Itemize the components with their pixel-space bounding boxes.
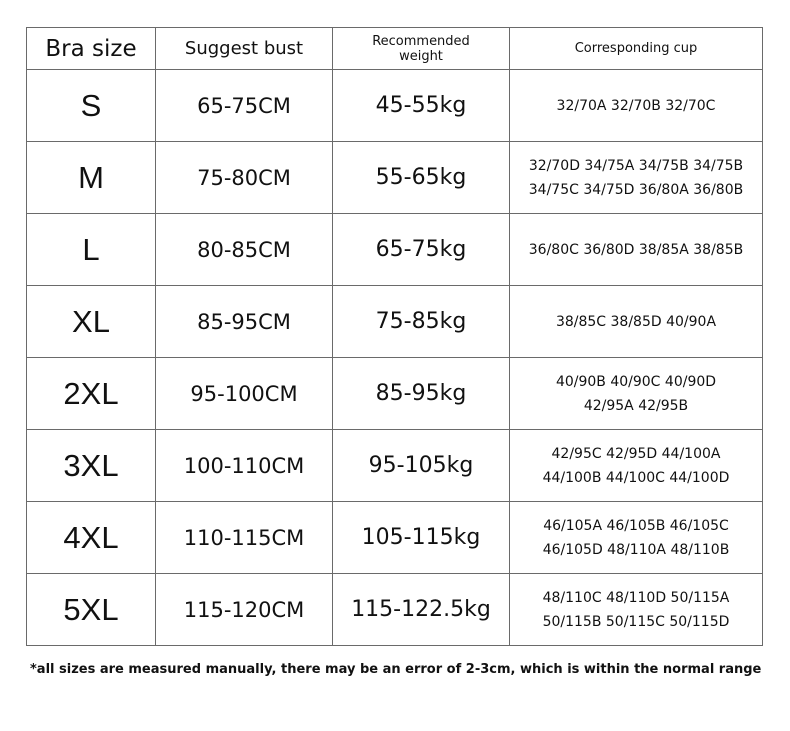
- cup-cell: [510, 70, 763, 142]
- table-row: [27, 358, 763, 430]
- size-cell: 5XL: [27, 574, 156, 646]
- table-row: [27, 502, 763, 574]
- weight-cell: 45-55kg: [333, 70, 510, 142]
- cup-cell: [510, 214, 763, 286]
- bust-cell: 115-120CM: [156, 574, 333, 646]
- bust-cell: 100-110CM: [156, 430, 333, 502]
- size-cell: XL: [27, 286, 156, 358]
- table-row: [27, 574, 763, 646]
- size-chart-table: [26, 27, 763, 646]
- size-cell: L: [27, 214, 156, 286]
- cup-line: 36/80C 36/80D 38/85A 38/85B: [528, 241, 744, 258]
- weight-cell: 115-122.5kg: [333, 574, 510, 646]
- header-recommended-weight: [333, 28, 510, 70]
- weight-cell: 55-65kg: [333, 142, 510, 214]
- weight-cell: 65-75kg: [333, 214, 510, 286]
- bust-cell: 75-80CM: [156, 142, 333, 214]
- table-row: [27, 286, 763, 358]
- cup-line: 46/105A 46/105B 46/105C: [543, 517, 729, 534]
- table-row: [27, 214, 763, 286]
- weight-cell: 105-115kg: [333, 502, 510, 574]
- header-bra-size: Bra size: [27, 28, 156, 70]
- bust-cell: 65-75CM: [156, 70, 333, 142]
- measurement-footnote: *all sizes are measured manually, there may be an error of 2-3cm, which is within the normal range: [30, 662, 762, 677]
- cup-line: 44/100B 44/100C 44/100D: [542, 469, 730, 486]
- size-cell: 4XL: [27, 502, 156, 574]
- weight-cell: 85-95kg: [333, 358, 510, 430]
- cup-line: 32/70D 34/75A 34/75B 34/75B: [528, 157, 744, 174]
- header-suggest-bust: Suggest bust: [156, 28, 333, 70]
- header-weight-line1: Recommended: [372, 33, 470, 49]
- bust-cell: 95-100CM: [156, 358, 333, 430]
- weight-cell: 75-85kg: [333, 286, 510, 358]
- header-corresponding-cup: Corresponding cup: [510, 28, 763, 70]
- bust-cell: 80-85CM: [156, 214, 333, 286]
- cup-line: 40/90B 40/90C 40/90D: [555, 373, 717, 390]
- bust-cell: 110-115CM: [156, 502, 333, 574]
- cup-cell: [510, 358, 763, 430]
- cup-cell: [510, 286, 763, 358]
- header-weight-line2: weight: [399, 48, 443, 64]
- size-cell: 2XL: [27, 358, 156, 430]
- size-cell: S: [27, 70, 156, 142]
- cup-cell: [510, 142, 763, 214]
- cup-line: 32/70A 32/70B 32/70C: [556, 97, 716, 114]
- table-row: [27, 430, 763, 502]
- header-row: [27, 28, 763, 70]
- bust-cell: 85-95CM: [156, 286, 333, 358]
- cup-line: 50/115B 50/115C 50/115D: [542, 613, 730, 630]
- weight-cell: 95-105kg: [333, 430, 510, 502]
- table-row: [27, 142, 763, 214]
- table-row: [27, 70, 763, 142]
- cup-cell: [510, 574, 763, 646]
- size-cell: M: [27, 142, 156, 214]
- cup-line: 48/110C 48/110D 50/115A: [542, 589, 730, 606]
- cup-cell: [510, 430, 763, 502]
- cup-line: 34/75C 34/75D 36/80A 36/80B: [528, 181, 744, 198]
- cup-cell: [510, 502, 763, 574]
- cup-line: 42/95A 42/95B: [583, 397, 689, 414]
- size-cell: 3XL: [27, 430, 156, 502]
- cup-line: 46/105D 48/110A 48/110B: [542, 541, 730, 558]
- cup-line: 38/85C 38/85D 40/90A: [555, 313, 717, 330]
- cup-line: 42/95C 42/95D 44/100A: [551, 445, 721, 462]
